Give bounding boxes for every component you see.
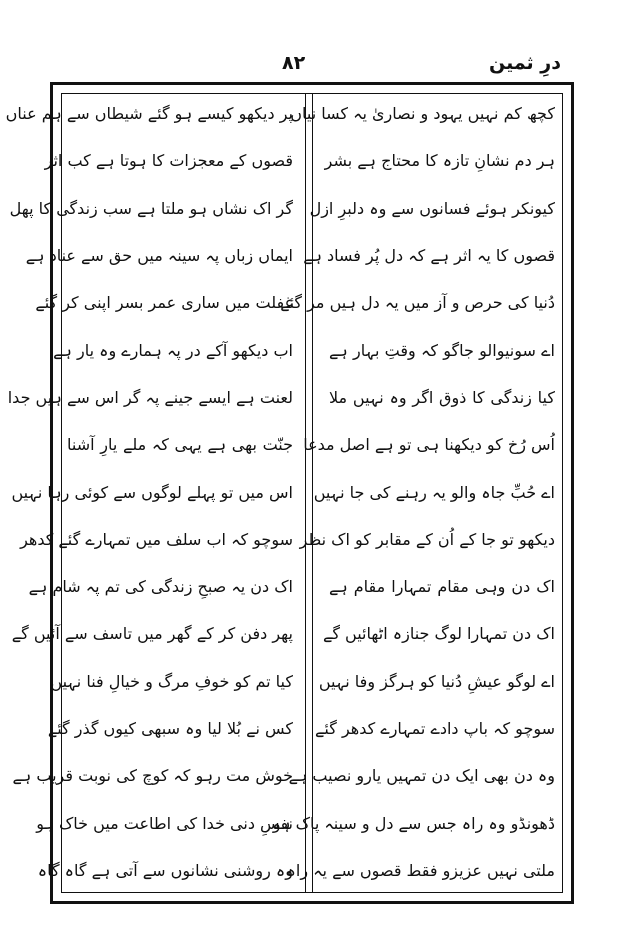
verse-line: کیا زندگی کا ذوق اگر وہ نہیں ملا bbox=[329, 387, 555, 407]
verse-line: وہ روشنی نشانوں سے آتی ہے گاہ گاہ bbox=[37, 861, 293, 880]
verse-line: اے حُبِّ جاہ والو یہ رہنے کی جا نہیں bbox=[313, 482, 555, 502]
verse-line: قصوں کا یہ اثر ہے کہ دل پُر فساد ہے bbox=[303, 245, 555, 265]
verse-line: کیا تم کو خوفِ مرگ و خیالِ فنا نہیں bbox=[50, 671, 293, 691]
verse-line: دُنیا کی حرص و آز میں یہ دل ہیں مر گئے bbox=[280, 293, 555, 313]
verse-line: اے لوگو عیشِ دُنیا کو ہرگز وفا نہیں bbox=[318, 671, 555, 691]
verse-line: پر دیکھو کیسے ہو گئے شیطاں سے ہم عناں bbox=[5, 104, 293, 123]
page-frame bbox=[5, 82, 574, 904]
verse-line: سوچو کہ باپ دادے تمہارے کدھر گئے bbox=[315, 719, 555, 739]
verse-line: اک دن وہی مقام تمہارا مقام ہے bbox=[329, 577, 555, 597]
verse-line: اے سونیوالو جاگو کہ وقتِ بہار ہے bbox=[329, 340, 555, 360]
verse-line: ہر دم نشانِ تازہ کا محتاج ہے بشر bbox=[324, 151, 555, 171]
verse-line: نفسِ دنی خدا کی اطاعت میں خاک ہو bbox=[36, 813, 293, 833]
verse-line: اب دیکھو آکے در پہ ہمارے وہ یار ہے bbox=[53, 340, 293, 360]
running-title: درِ ثمین bbox=[488, 52, 561, 74]
verse-line: اُس رُخ کو دیکھنا ہی تو ہے اصل مدعا bbox=[303, 435, 555, 455]
verse-line: گر اک نشاں ہو ملتا ہے سب زندگی کا پھل bbox=[9, 198, 293, 218]
right-column bbox=[272, 103, 555, 887]
verse-line: اک دن تمہارا لوگ جنازہ اٹھائیں گے bbox=[322, 624, 555, 644]
verse-line: ملتی نہیں عزیزو فقط قصوں سے یہ راہ bbox=[286, 861, 555, 880]
verse-line: کچھ کم نہیں یہود و نصاریٰ یہ کسا نیاں bbox=[290, 104, 555, 123]
verse-line: اک دن یہ صبحِ زندگی کی تم پہ شام ہے bbox=[28, 577, 293, 597]
verse-line: خوش مت رہو کہ کوچ کی نوبت قریب ہے bbox=[12, 766, 293, 786]
verse-line: ڈھونڈو وہ راہ جس سے دل و سینہ پاک ہو bbox=[272, 813, 555, 833]
verse-line: پھر دفن کر کے گھر میں تاسف سے آئیں گے bbox=[11, 624, 293, 644]
verse-line: کیونکر ہوئے فسانوں سے وہ دلبرِ ازل bbox=[309, 198, 555, 218]
verse-line: اس میں تو پہلے لوگوں سے کوئی رہا نہیں bbox=[11, 482, 293, 502]
verse-line: جنّت بھی ہے یہی کہ ملے یارِ آشنا bbox=[67, 435, 293, 455]
verse-line: سوچو کہ اب سلف میں تمہارے گئے کدھر bbox=[20, 529, 293, 549]
verse-line: غفلت میں ساری عمر بسر اپنی کر گئے bbox=[35, 293, 293, 313]
verse-line: ایماں زباں پہ سینہ میں حق سے عناد ہے bbox=[25, 245, 293, 265]
verse-line: وہ دن بھی ایک دن تمہیں یارو نصیب ہے bbox=[288, 766, 555, 786]
left-column bbox=[5, 103, 293, 887]
verse-line: قصوں کے معجزات کا ہوتا ہے کب اثر bbox=[44, 151, 293, 171]
page-number: ۸۲ bbox=[282, 52, 306, 74]
verse-line: کس نے بُلا لیا وہ سبھی کیوں گذر گئے bbox=[47, 719, 293, 739]
verse-line: لعنت ہے ایسے جینے پہ گر اس سے ہیں جدا bbox=[7, 387, 293, 407]
verse-line: دیکھو تو جا کے اُن کے مقابر کو اک نظر bbox=[299, 529, 555, 549]
